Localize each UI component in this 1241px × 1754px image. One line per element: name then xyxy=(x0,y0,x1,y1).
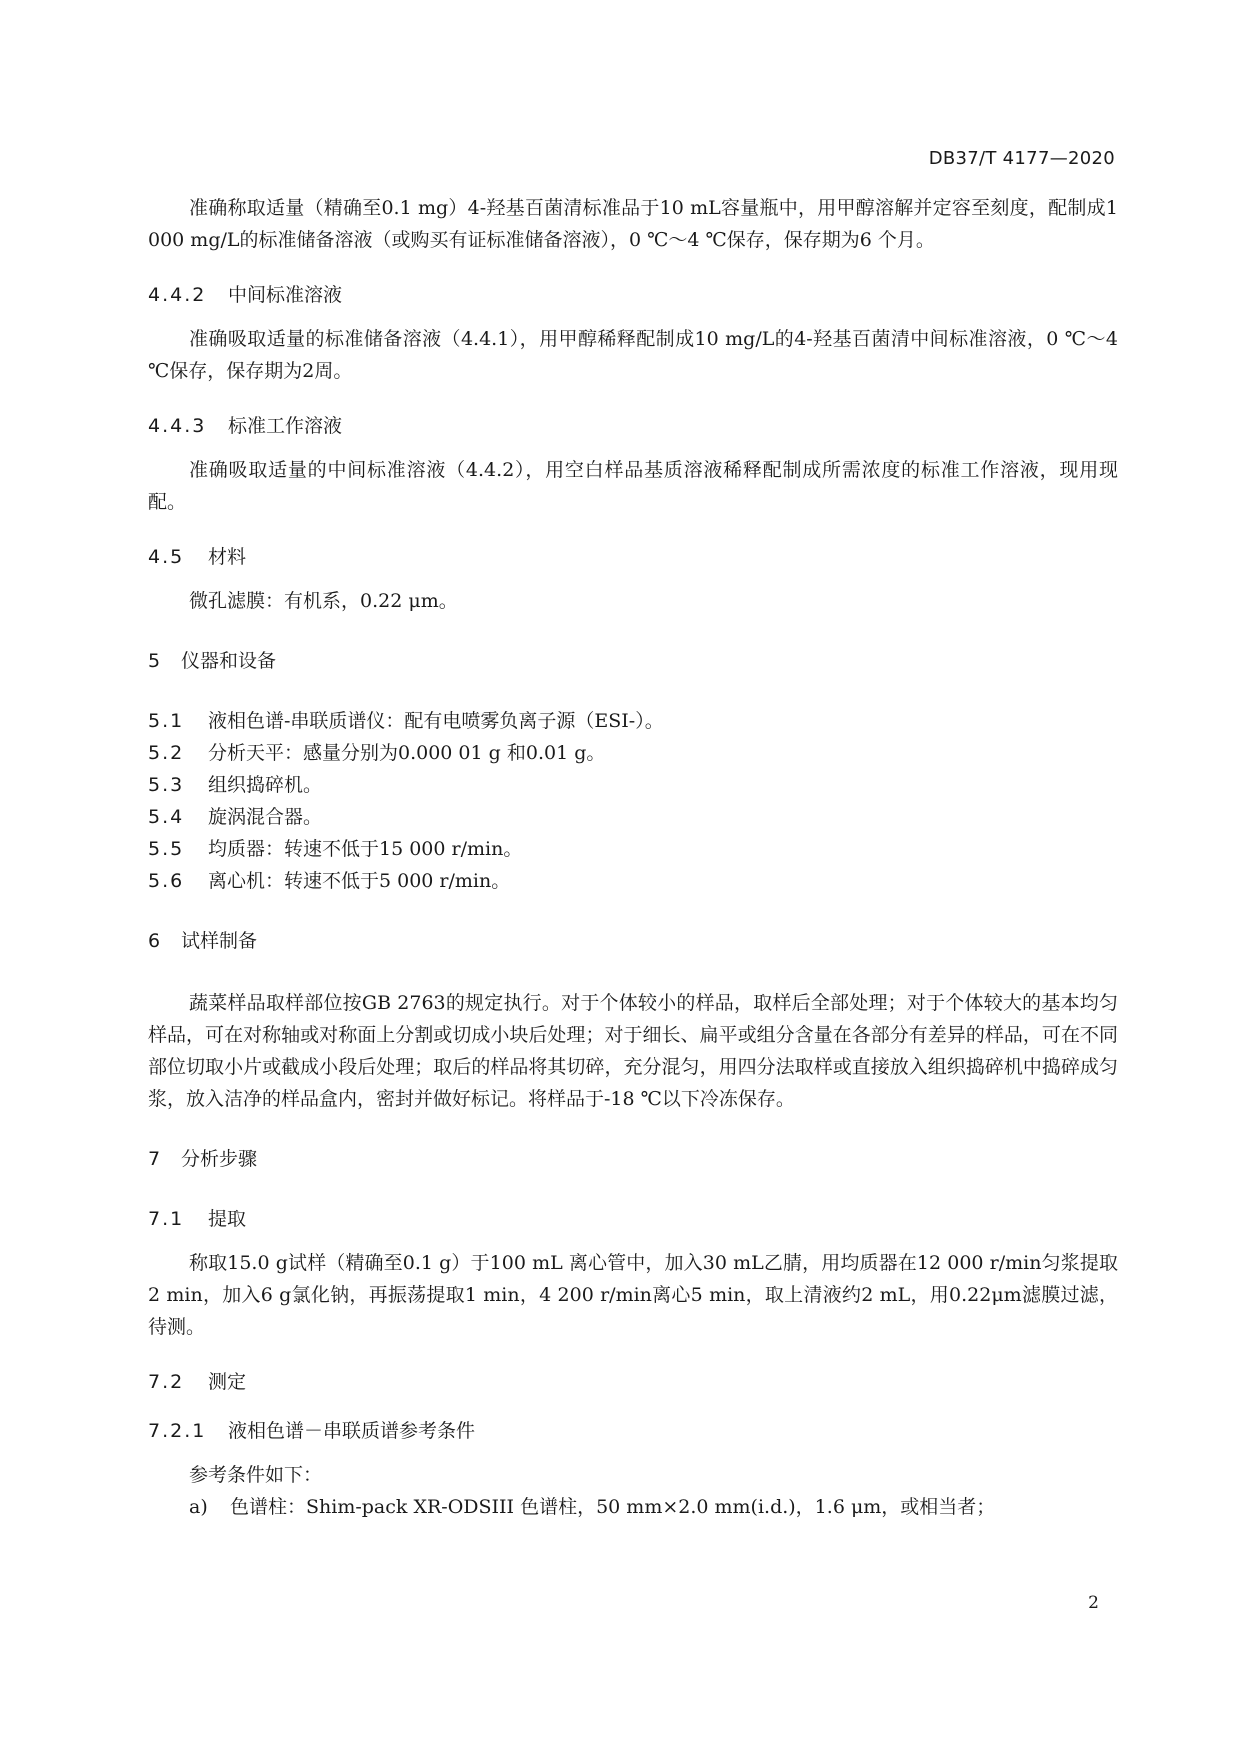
paragraph-4-5: 微孔滤膜：有机系，0.22 μm。 xyxy=(189,590,458,612)
heading-number: 4.5 xyxy=(148,546,185,568)
heading-title: 提取 xyxy=(208,1208,247,1230)
heading-7-2-1 xyxy=(148,1415,1118,1447)
list-item xyxy=(148,801,1118,833)
heading-title: 试样制备 xyxy=(181,930,258,952)
heading-7-2 xyxy=(148,1366,1118,1398)
heading-title: 材料 xyxy=(208,546,247,568)
paragraph-6: 蔬菜样品取样部位按GB 2763的规定执行。对于个体较小的样品，取样后全部处理；对于个体较大的基本均匀样品，可在对称轴或对称面上分割或切成小块后处理；对于细长、扁平或组分含量在各部分有差异的样品，可在不同部位切取小片或截成小段后处理；取后的样品将其切碎，充分混匀，用四分法取样或直接放入组织捣碎机中捣碎成匀浆，放入洁净的样品盒内，密封并做好标记。将样品于-18 ℃以下冷冻保存。 xyxy=(148,992,1118,1110)
item-number: 5.6 xyxy=(148,870,185,892)
heading-number: 4.4.3 xyxy=(148,415,207,437)
heading-title: 标准工作溶液 xyxy=(228,415,343,437)
heading-number: 7.2.1 xyxy=(148,1420,207,1442)
item-text: 离心机：转速不低于5 000 r/min。 xyxy=(208,870,511,892)
heading-title: 分析步骤 xyxy=(181,1148,258,1170)
item-text: 分析天平：感量分别为0.000 01 g 和0.01 g。 xyxy=(208,742,606,764)
item-text: 色谱柱：Shim-pack XR-ODSIII 色谱柱，50 mm×2.0 mm(i.d.)，1.6 μm，或相当者； xyxy=(230,1496,996,1518)
heading-7-1 xyxy=(148,1203,1118,1235)
item-number: 5.1 xyxy=(148,710,185,732)
heading-5 xyxy=(148,645,1118,677)
list-item xyxy=(148,1491,1118,1523)
document-body xyxy=(148,192,1118,1523)
item-label: a) xyxy=(189,1496,208,1518)
list-item xyxy=(148,769,1118,801)
heading-4-5 xyxy=(148,541,1118,573)
heading-number: 5 xyxy=(148,650,161,672)
heading-4-4-3 xyxy=(148,410,1118,442)
paragraph-4-4-1: 准确称取适量（精确至0.1 mg）4-羟基百菌清标准品于10 mL容量瓶中，用甲醇溶解并定容至刻度，配制成1 000 mg/L的标准储备溶液（或购买有证标准储备溶液），0 ℃～4 ℃保存，保存期为6 个月。 xyxy=(148,197,1118,251)
heading-title: 仪器和设备 xyxy=(181,650,277,672)
item-number: 5.3 xyxy=(148,774,185,796)
heading-title: 中间标准溶液 xyxy=(228,284,343,306)
heading-7 xyxy=(148,1143,1118,1175)
document-code: DB37/T 4177—2020 xyxy=(928,148,1115,169)
page-number: 2 xyxy=(1088,1593,1099,1613)
heading-4-4-2 xyxy=(148,279,1118,311)
heading-number: 7 xyxy=(148,1148,161,1170)
equipment-list xyxy=(148,705,1118,897)
item-text: 旋涡混合器。 xyxy=(208,806,323,828)
heading-title: 液相色谱－串联质谱参考条件 xyxy=(228,1420,476,1442)
heading-title: 测定 xyxy=(208,1371,247,1393)
item-text: 组织捣碎机。 xyxy=(208,774,323,796)
heading-number: 7.1 xyxy=(148,1208,185,1230)
list-item xyxy=(148,833,1118,865)
paragraph-7-1: 称取15.0 g试样（精确至0.1 g）于100 mL 离心管中，加入30 mL乙腈，用均质器在12 000 r/min匀浆提取2 min，加入6 g氯化钠，再振荡提取1 min，4 200 r/min离心5 min，取上清液约2 mL，用0.22μm滤膜过滤，待测。 xyxy=(148,1252,1118,1338)
list-item xyxy=(148,705,1118,737)
paragraph-4-4-3: 准确吸取适量的中间标准溶液（4.4.2），用空白样品基质溶液稀释配制成所需浓度的标准工作溶液，现用现配。 xyxy=(148,459,1118,513)
item-number: 5.5 xyxy=(148,838,185,860)
list-item xyxy=(148,737,1118,769)
item-text: 液相色谱-串联质谱仪：配有电喷雾负离子源（ESI-）。 xyxy=(208,710,664,732)
item-number: 5.4 xyxy=(148,806,185,828)
heading-6 xyxy=(148,925,1118,957)
list-item xyxy=(148,865,1118,897)
heading-number: 7.2 xyxy=(148,1371,185,1393)
item-number: 5.2 xyxy=(148,742,185,764)
paragraph-4-4-2: 准确吸取适量的标准储备溶液（4.4.1），用甲醇稀释配制成10 mg/L的4-羟基百菌清中间标准溶液，0 ℃～4 ℃保存，保存期为2周。 xyxy=(148,328,1118,382)
item-text: 均质器：转速不低于15 000 r/min。 xyxy=(208,838,523,860)
paragraph-7-2-1-intro: 参考条件如下： xyxy=(189,1464,323,1486)
heading-number: 6 xyxy=(148,930,161,952)
heading-number: 4.4.2 xyxy=(148,284,207,306)
